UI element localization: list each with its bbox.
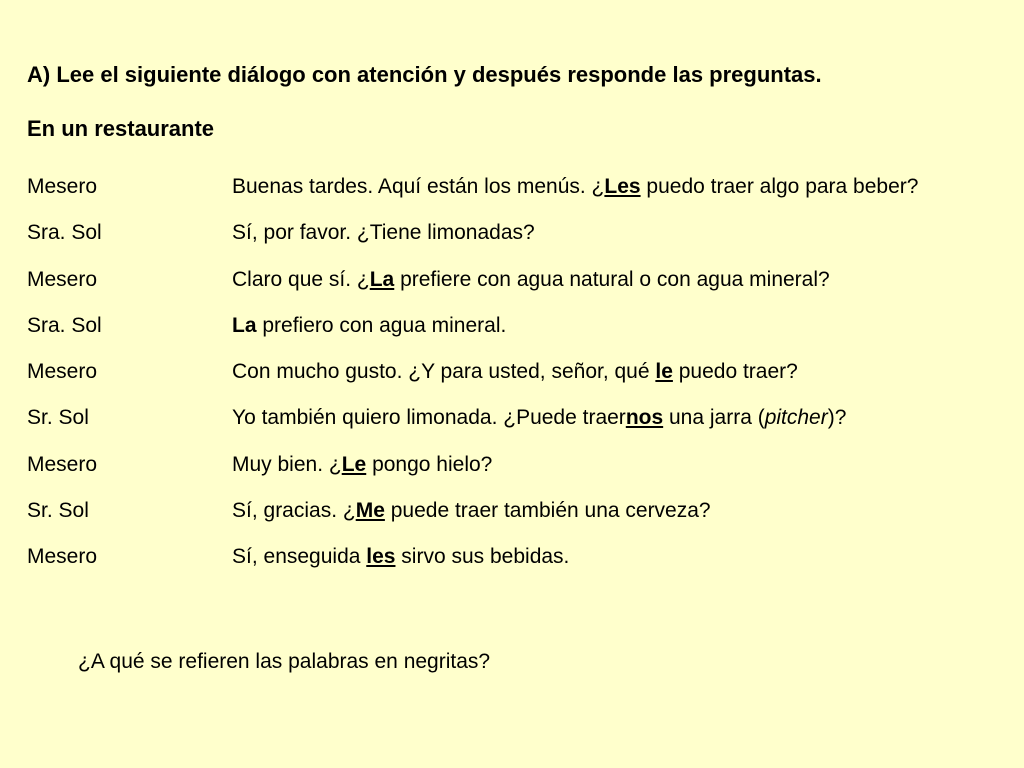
dialogue-line (27, 406, 1007, 452)
dialogue-text: Sí, gracias. ¿Me puede traer también una cerveza? (232, 499, 711, 523)
dialogue-text: Yo también quiero limonada. ¿Puede traernos una jarra (pitcher)? (232, 406, 847, 430)
bold-word: La (232, 313, 257, 337)
dialogue-text: Con mucho gusto. ¿Y para usted, señor, qué le puedo traer? (232, 360, 798, 384)
bold-word: Me (355, 499, 385, 523)
dialogue-text: Claro que sí. ¿La prefiere con agua natural o con agua mineral? (232, 267, 830, 291)
bold-word: les (366, 545, 396, 569)
instruction-heading: A) Lee el siguiente diálogo con atención y después responde las preguntas. (27, 62, 822, 87)
dialogue-text: Buenas tardes. Aquí están los menús. ¿Les puedo traer algo para beber? (232, 175, 919, 198)
bold-word: le (655, 360, 673, 384)
speaker-name: Sra. Sol (27, 221, 102, 245)
speaker-name: Sra. Sol (27, 313, 102, 337)
dialogue-line (27, 453, 1007, 499)
dialogue-line (27, 545, 1007, 591)
dialogue-text: La prefiero con agua mineral. (232, 313, 507, 337)
dialogue-line (27, 268, 1007, 314)
bold-word: nos (625, 406, 664, 430)
dialogue-line (27, 221, 1007, 267)
dialogue-line (27, 175, 1007, 221)
question-text: ¿A qué se refieren las palabras en negritas? (78, 650, 491, 673)
dialogue-line (27, 360, 1007, 406)
speaker-name: Mesero (27, 360, 98, 384)
dialogue-text: Sí, enseguida les sirvo sus bebidas. (232, 545, 570, 569)
bold-word: Le (341, 452, 367, 476)
speaker-name: Mesero (27, 175, 98, 198)
dialogue-line (27, 499, 1007, 545)
dialogue-line (27, 314, 1007, 360)
dialogue-text: Muy bien. ¿Le pongo hielo? (232, 452, 493, 476)
dialogue-text: Sí, por favor. ¿Tiene limonadas? (232, 221, 535, 245)
speaker-name: Mesero (27, 452, 98, 476)
speaker-name: Sr. Sol (27, 406, 89, 430)
bold-word: La (369, 267, 395, 291)
italic-word: pitcher (764, 406, 828, 430)
speaker-name: Mesero (27, 545, 98, 569)
dialogue-title: En un restaurante (27, 116, 215, 141)
speaker-name: Mesero (27, 267, 98, 291)
dialogue (27, 175, 1007, 592)
bold-word: Les (604, 175, 641, 198)
speaker-name: Sr. Sol (27, 499, 89, 523)
